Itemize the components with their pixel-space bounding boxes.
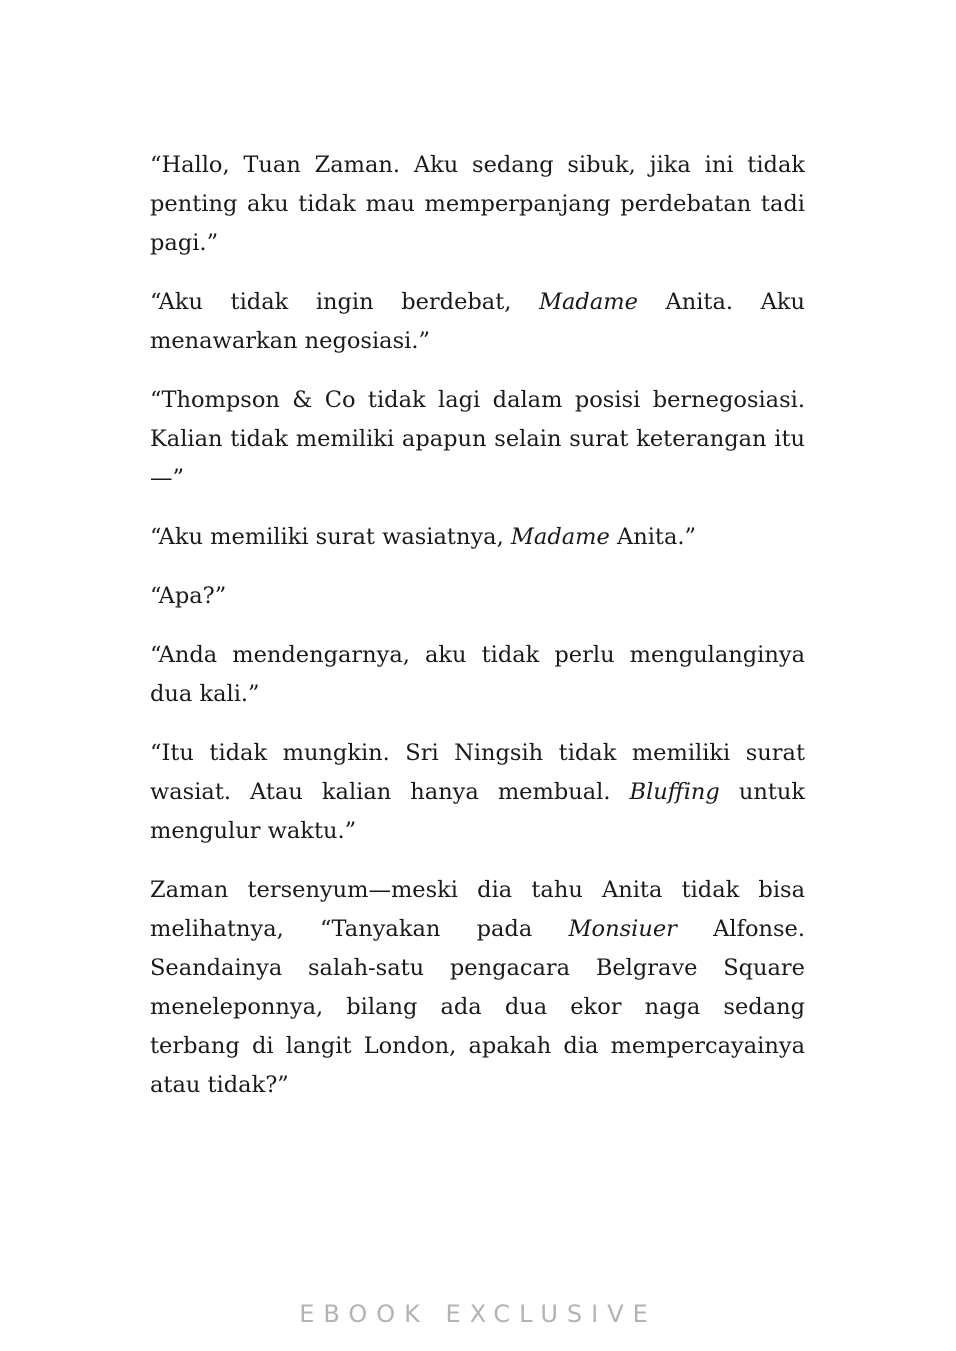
text-segment: Anita. Aku menawarkan negosiasi.”	[150, 289, 805, 354]
paragraph	[150, 283, 805, 361]
text-segment: Anita.”	[609, 524, 697, 550]
text-segment: “Anda mendengarnya, aku tidak perlu mengulanginya dua kali.”	[150, 642, 805, 707]
text-segment: “Aku tidak ingin berdebat,	[150, 289, 539, 315]
text-segment: untuk mengulur waktu.”	[150, 779, 805, 844]
text-segment: Alfonse. Seandainya salah-satu pengacara Belgrave Square meneleponnya, bilang ada dua ekor naga sedang terbang di langit London, apakah dia mempercayainya atau tidak?”	[150, 916, 805, 1098]
text-segment: “Aku memiliki surat wasiatnya,	[150, 524, 511, 550]
body-text	[150, 146, 805, 1125]
italic-text: Monsiuer	[568, 916, 677, 942]
paragraph	[150, 146, 805, 263]
text-segment: “Itu tidak mungkin. Sri Ningsih tidak memiliki surat wasiat. Atau kalian hanya membual.	[150, 740, 805, 805]
text-segment: “Thompson & Co tidak lagi dalam posisi bernegosiasi. Kalian tidak memiliki apapun selain surat keterangan itu—”	[150, 387, 805, 491]
text-segment: Zaman tersenyum—meski dia tahu Anita tidak bisa melihatnya, “Tanyakan pada	[150, 877, 805, 942]
paragraph	[150, 636, 805, 714]
paragraph	[150, 577, 805, 616]
italic-text: Bluffing	[629, 779, 720, 805]
paragraph	[150, 871, 805, 1105]
ebook-exclusive-footer: EBOOK EXCLUSIVE	[299, 1300, 657, 1328]
paragraph	[150, 518, 805, 557]
paragraph	[150, 734, 805, 851]
italic-text: Madame	[538, 289, 638, 315]
text-segment: “Hallo, Tuan Zaman. Aku sedang sibuk, jika ini tidak penting aku tidak mau memperpanjang perdebatan tadi pagi.”	[150, 152, 805, 256]
text-segment: “Apa?”	[150, 583, 227, 609]
paragraph	[150, 381, 805, 498]
italic-text: Madame	[510, 524, 610, 550]
